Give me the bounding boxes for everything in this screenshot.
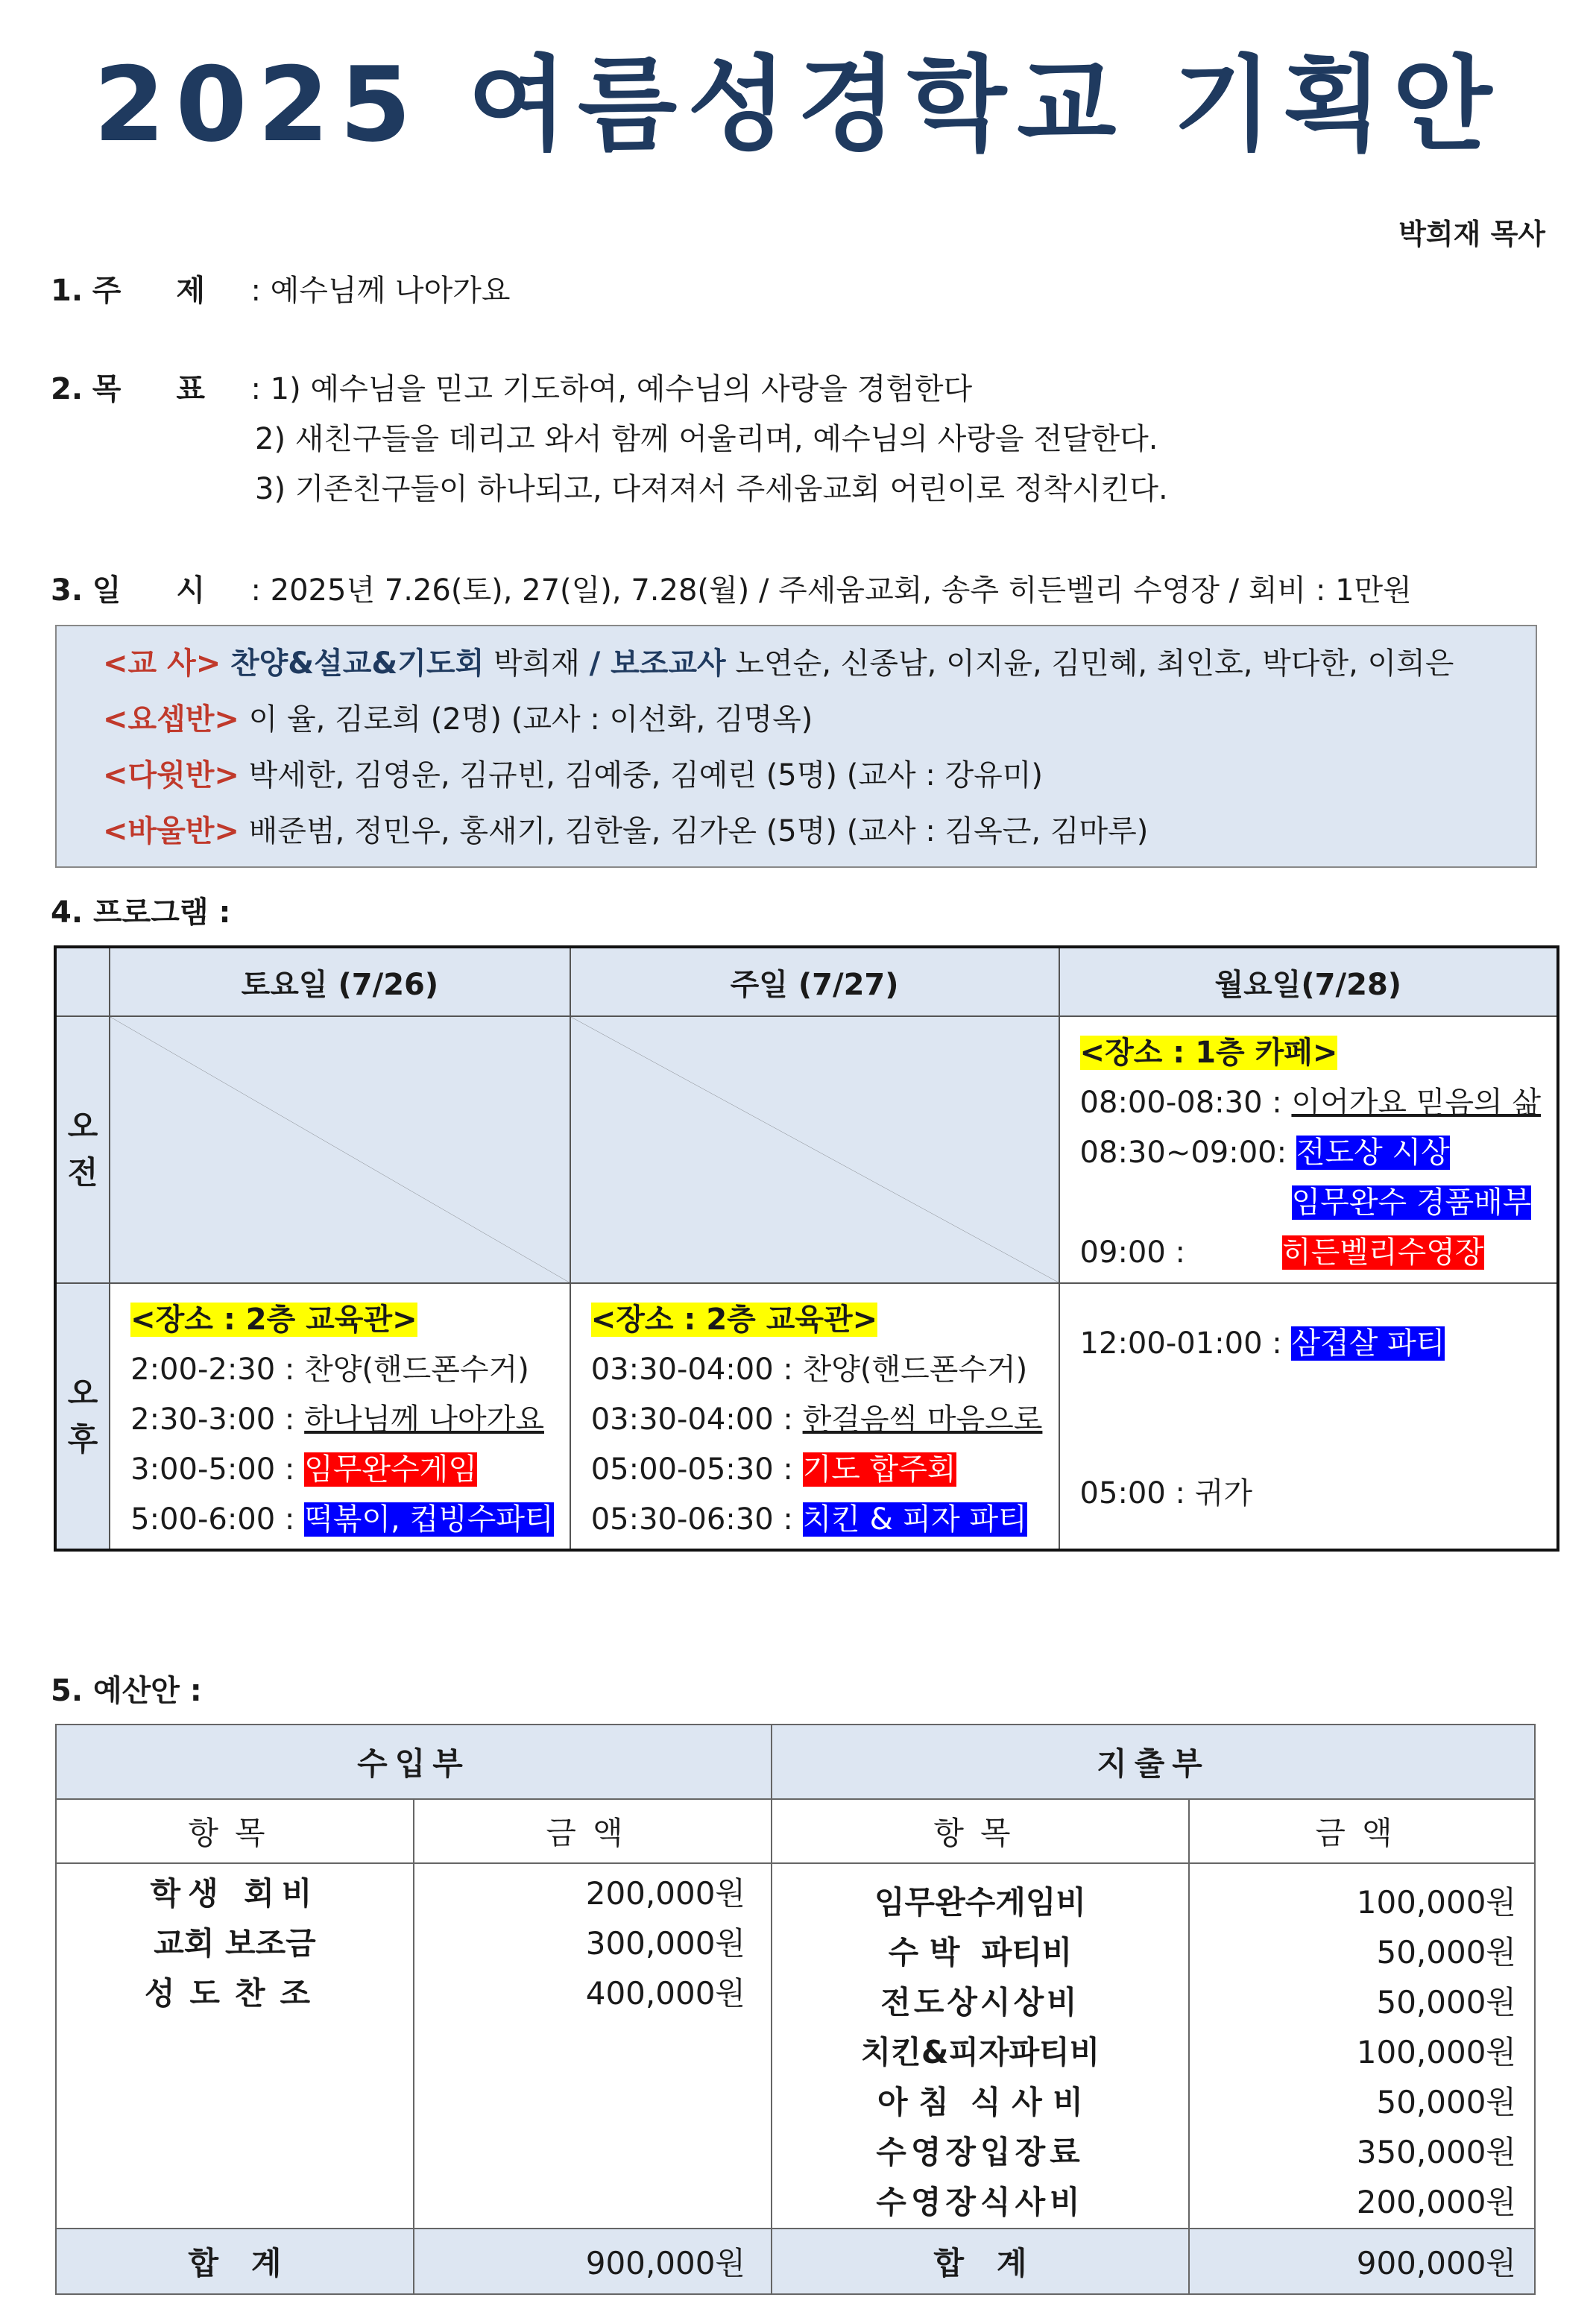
class-members: 배준범, 정민우, 홍새기, 김한울, 김가온 (5명) (교사 : 김옥근, 김마루) [248, 814, 1149, 848]
item-col-header: 항목 [56, 1799, 414, 1863]
class-members: 박세한, 김영운, 김규빈, 김예중, 김예린 (5명) (교사 : 강유미) [248, 758, 1044, 793]
goal-item: 3) 기존친구들이 하나되고, 다져져서 주세움교회 어린이로 정착시킨다. [255, 472, 1168, 506]
section-label: 주 제 [92, 274, 205, 308]
section-label: 목 표 [92, 372, 205, 406]
income-amounts: 200,000원 300,000원 400,000원 [414, 1863, 772, 2229]
am-label: 오 전 [55, 1016, 110, 1283]
schedule-value: : 2025년 7.26(토), 27(일), 7.28(월) / 주세움교회, 송추 히든벨리 수영장 / 회비 : 1만원 [250, 573, 1412, 608]
income-total: 900,000원 [414, 2229, 772, 2294]
author: 박희재 목사 [1398, 218, 1545, 251]
class-tag: <바울반> [103, 814, 239, 848]
section-theme [51, 267, 511, 309]
section-goals [51, 365, 972, 408]
goal-item: 2) 새친구들을 데리고 와서 함께 어울리며, 예수님의 사랑을 전달한다. [255, 422, 1158, 456]
expense-items: 임무완수게임비 수 박 파티비 전도상시상비 치킨&피자파티비 아 침 식 사 비 수영장입장료 수영장식사비 [772, 1863, 1189, 2229]
program-table [54, 945, 1559, 1552]
expense-amounts: 100,000원 50,000원 50,000원 100,000원 50,000원 350,000원 200,000원 [1189, 1863, 1535, 2229]
page-title: 2025 여름성경학교 기획안 [93, 45, 1503, 165]
sunday-pm-cell: <장소 : 2층 교육관> 03:30-04:00 : 찬양(핸드폰수거) 03:30-04:00 : 한걸음씩 마음으로 05:00-05:30 : 기도 합주회 05:30-06:30 : 치킨 & 피자 파티 [570, 1283, 1059, 1550]
monday-am-cell: <장소 : 1층 카페> 08:00-08:30 : 이어가요 믿음의 삶 08:30~09:00: 전도상 시상 임무완수 경품배부 09:00 : 히든벨리수영장 [1059, 1016, 1558, 1283]
income-items: 학생 회비 교회 보조금 성도찬조 [56, 1863, 414, 2229]
teacher-role: 찬양&설교&기도회 [230, 646, 485, 681]
income-total-label: 합 계 [56, 2229, 414, 2294]
goal-item: : 1) 예수님을 믿고 기도하여, 예수님의 사랑을 경험한다 [250, 372, 973, 406]
section-number: 2. [51, 372, 83, 406]
expense-header: 지출부 [772, 1725, 1535, 1799]
day-header: 토요일 (7/26) [110, 947, 570, 1016]
budget-table [55, 1724, 1536, 2295]
section-label: 일 시 [92, 573, 205, 608]
place-label: <장소 : 1층 카페> [1079, 1036, 1338, 1070]
class-tag: <다윗반> [103, 758, 239, 793]
expense-total-label: 합 계 [772, 2229, 1189, 2294]
corner-cell [55, 947, 110, 1016]
amount-col-header: 금액 [1189, 1799, 1535, 1863]
pm-label: 오 후 [55, 1283, 110, 1550]
class-row [103, 696, 813, 738]
class-tag: <요셉반> [103, 702, 239, 737]
place-label: <장소 : 2층 교육관> [130, 1303, 417, 1337]
class-members: 이 율, 김로희 (2명) (교사 : 이선화, 김명옥) [248, 702, 813, 737]
empty-cell [110, 1016, 570, 1283]
section-number: 1. [51, 274, 83, 308]
class-row [103, 807, 1148, 850]
amount-col-header: 금액 [414, 1799, 772, 1863]
monday-pm-cell: 12:00-01:00 : 삼겹살 파티 05:00 : 귀가 [1059, 1283, 1558, 1550]
assist-role: / 보조교사 [589, 646, 726, 681]
section-program-title: 4. 프로그램 : [51, 895, 231, 930]
saturday-pm-cell: <장소 : 2층 교육관> 2:00-2:30 : 찬양(핸드폰수거) 2:30-3:00 : 하나님께 나아가요 3:00-5:00 : 임무완수게임 5:00-6:00 : 떡볶이, 컵빙수파티 [110, 1283, 570, 1550]
assist-names: 노연순, 신종남, 이지윤, 김민혜, 최인호, 박다한, 이희은 [735, 646, 1454, 681]
section-number: 3. [51, 573, 83, 608]
section-schedule [51, 567, 1412, 609]
staff-tag: <교 사> [103, 646, 221, 681]
section-budget-title: 5. 예산안 : [51, 1674, 202, 1708]
theme-value: : 예수님께 나아가요 [250, 274, 511, 308]
day-header: 월요일(7/28) [1059, 947, 1558, 1016]
staff-teachers [103, 640, 1454, 682]
day-header: 주일 (7/27) [570, 947, 1059, 1016]
income-header: 수입부 [56, 1725, 772, 1799]
empty-cell [570, 1016, 1059, 1283]
class-row [103, 752, 1043, 794]
item-col-header: 항목 [772, 1799, 1189, 1863]
place-label: <장소 : 2층 교육관> [590, 1303, 878, 1337]
expense-total: 900,000원 [1189, 2229, 1535, 2294]
teacher-name: 박희재 [493, 646, 580, 681]
staff-box [55, 625, 1537, 868]
